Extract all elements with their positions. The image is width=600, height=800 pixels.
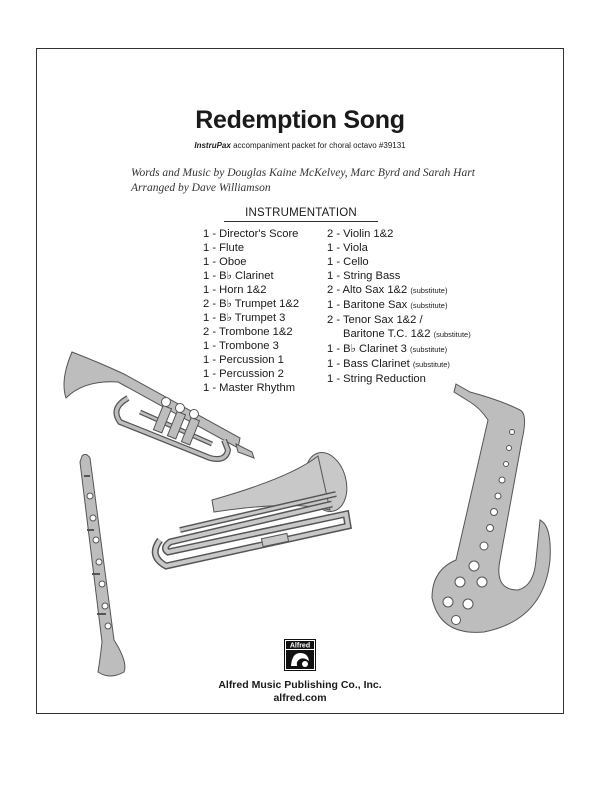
alfred-logo xyxy=(284,639,316,671)
page-title: Redemption Song xyxy=(195,106,405,134)
instrument-label: 2 - Tenor Sax 1&2 / xyxy=(327,314,423,326)
instrument-item: 2 - B♭ Trumpet 1&2 xyxy=(203,298,300,310)
publisher xyxy=(0,679,600,705)
substitute-note: (substitute) xyxy=(410,301,448,310)
publisher-name: Alfred Music Publishing Co., Inc. xyxy=(218,679,382,691)
instrument-label: 1 - Baritone Sax xyxy=(327,299,408,311)
instrument-item: 1 - Master Rhythm xyxy=(203,382,296,394)
instrument-label: 2 - Violin 1&2 xyxy=(327,228,394,240)
instrument-item: 1 - Director's Score xyxy=(203,228,299,240)
instrument-label: 1 - Viola xyxy=(327,242,368,254)
instrument-item: 1 - Percussion 2 xyxy=(203,368,284,380)
saxophone-illustration xyxy=(432,384,550,632)
instrument-item: 1 - Trombone 3 xyxy=(203,340,279,352)
instrument-label: 1 - String Reduction xyxy=(327,373,426,385)
publisher-url[interactable]: alfred.com xyxy=(273,692,327,704)
substitute-note: (substitute) xyxy=(410,345,448,354)
clarinet-illustration xyxy=(80,454,125,676)
substitute-note: (substitute) xyxy=(412,360,450,369)
instrument-label: 1 - String Bass xyxy=(327,270,401,282)
instrument-item: 1 - Flute xyxy=(203,242,245,254)
instrument-label: Baritone T.C. 1&2 xyxy=(343,328,431,340)
credits-words-music: Words and Music by Douglas Kaine McKelvey, Marc Byrd and Sarah Hart xyxy=(131,167,475,179)
instrument-item: 1 - Percussion 1 xyxy=(203,354,284,366)
instrument-label: 1 - Bass Clarinet xyxy=(327,358,410,370)
substitute-note: (substitute) xyxy=(410,286,448,295)
credits-arranged: Arranged by Dave Williamson xyxy=(131,182,271,194)
instrument-label: 1 - B♭ Clarinet 3 xyxy=(327,343,407,355)
instrument-item: 1 - B♭ Trumpet 3 xyxy=(203,312,286,324)
substitute-note: (substitute) xyxy=(433,330,471,339)
alfred-logo-text: Alfred xyxy=(289,642,311,650)
subtitle-brand: InstruPax xyxy=(194,141,231,150)
instrument-item: 1 - B♭ Clarinet xyxy=(203,270,274,282)
subtitle-text: accompaniment packet for choral octavo #39131 xyxy=(233,141,406,150)
instrumentation-heading: INSTRUMENTATION xyxy=(224,207,378,222)
trombone-illustration xyxy=(155,448,353,566)
instrument-item: 1 - Oboe xyxy=(203,256,247,268)
instrument-label: 2 - Alto Sax 1&2 xyxy=(327,284,408,296)
trumpet-illustration xyxy=(64,352,254,459)
instrument-item: 1 - Horn 1&2 xyxy=(203,284,267,296)
instrument-label: 1 - Cello xyxy=(327,256,369,268)
instrument-item: 2 - Trombone 1&2 xyxy=(203,326,293,338)
